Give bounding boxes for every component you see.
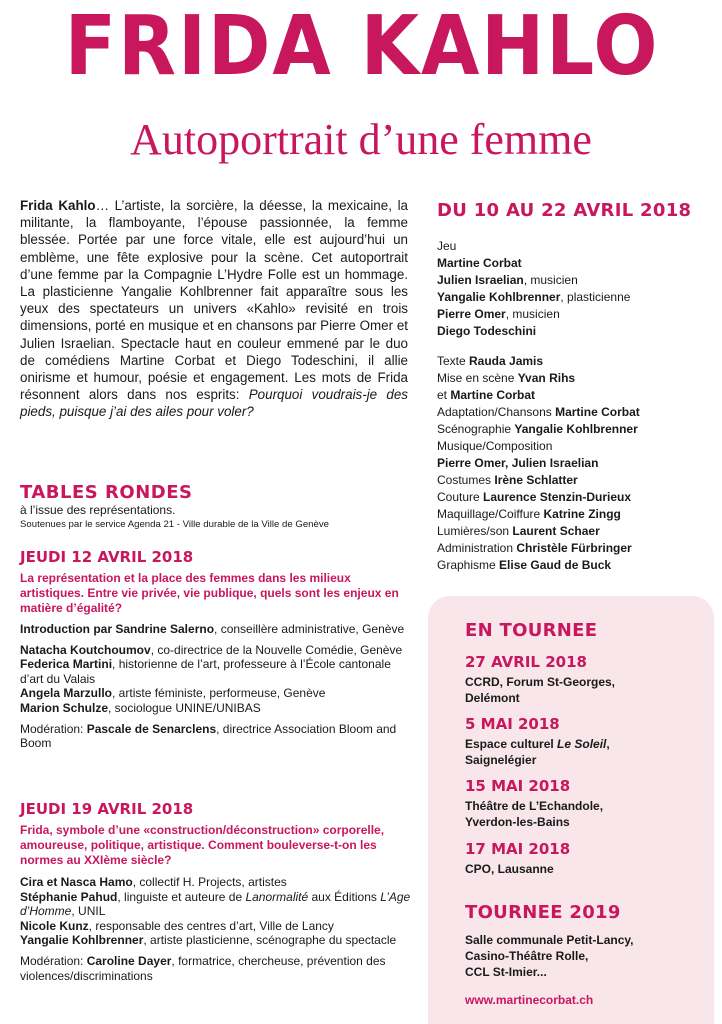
crew-item: Scénographie Yangalie Kohlbrenner xyxy=(437,422,638,436)
cast-item: Yangalie Kohlbrenner, plasticienne xyxy=(437,290,631,304)
participant: Stéphanie Pahud, linguiste et auteure de Lanormalité aux Éditions L’Age d’Homme, UNIL xyxy=(20,889,411,919)
tour-stop-place: Théâtre de L’Echandole, Yverdon-les-Bains xyxy=(465,799,604,829)
tour-heading: EN TOURNEE xyxy=(465,620,598,641)
tables-rondes-subtitle: à l’issue des représentations. xyxy=(20,503,176,517)
tour-stop-date: 17 MAI 2018 xyxy=(465,840,571,858)
crew-item: Mise en scène Yvan Rihs xyxy=(437,371,576,385)
participant: Marion Schulze, sociologue UNINE/UNIBAS xyxy=(20,700,261,715)
crew-item: Texte Rauda Jamis xyxy=(437,354,544,368)
credits-list xyxy=(437,238,707,574)
cast-item: Pierre Omer, musicien xyxy=(437,307,560,321)
crew-item: Costumes Irène Schlatter xyxy=(437,473,578,487)
tour-2019-venues: Salle communale Petit-Lancy, Casino-Théâtre Rolle, CCL St-Imier... xyxy=(465,933,634,979)
crew-item: Lumières/son Laurent Schaer xyxy=(437,524,600,538)
day2-participants xyxy=(20,875,415,983)
day1-question: La représentation et la place des femmes dans les milieux artistiques. Entre vie privée, vie publique, quels sont les enjeux en matière d’égalité? xyxy=(20,571,399,615)
participant: Natacha Koutchoumov, co-directrice de la Nouvelle Comédie, Genève xyxy=(20,642,403,657)
day1-date: JEUDI 12 AVRIL 2018 xyxy=(20,548,194,566)
participant: Federica Martini, historienne de l’art, professeure à l’École cantonale d’art du Valais xyxy=(20,657,391,686)
participant: Nicole Kunz, responsable des centres d’art, Ville de Lancy xyxy=(20,918,334,933)
website-link[interactable]: www.martinecorbat.ch xyxy=(465,993,594,1007)
participant: Angela Marzullo, artiste féministe, performeuse, Genève xyxy=(20,686,326,701)
moderation: Modération: Caroline Dayer, formatrice, chercheuse, prévention des violences/discriminations xyxy=(20,953,386,983)
crew-item: Administration Christèle Fürbringer xyxy=(437,541,632,555)
tour-stop-date: 15 MAI 2018 xyxy=(465,777,571,795)
cast-item: Diego Todeschini xyxy=(437,324,537,338)
participant: Cira et Nasca Hamo, collectif H. Projects, artistes xyxy=(20,875,287,889)
tables-rondes-heading: TABLES RONDES xyxy=(20,482,193,503)
crew-item: Pierre Omer, Julien Israelian xyxy=(437,456,599,470)
intro-text: … L’artiste, la sorcière, la déesse, la mexicaine, la militante, la flamboyante, l’épouse passionnée, la femme blessée. Portée par une force vitale, elle est aujourd’hui un emblème, une fête explosive pour la scène. Cet autoportrait d’une femme par la Compagnie L’Hydre Folle est un hommage. La plasticienne Yangalie Kohlbrenner fait apparaître sous les yeux des spectateurs un univers «Kahlo» revisité en trois dimensions, porté en musique et en chansons par Pierre Omer et Julien Israelian. Spectacle haut en couleur emmené par le duo de comédiens Martine Corbat et Diego Todeschini, il allie onirisme et humour, poésie et engagement. Les mots de Frida résonnent alors dans nos esprits: xyxy=(20,198,408,403)
performance-dates: DU 10 AU 22 AVRIL 2018 xyxy=(437,200,692,221)
crew-item: Graphisme Elise Gaud de Buck xyxy=(437,558,612,572)
cast-item: Julien Israelian, musicien xyxy=(437,273,578,287)
crew-item: et Martine Corbat xyxy=(437,388,536,402)
crew-item: Musique/Composition xyxy=(437,439,553,453)
tour-stop-place: CCRD, Forum St-Georges, Delémont xyxy=(465,675,616,705)
page-title: FRIDA KAHLO xyxy=(64,0,660,94)
cast-label: Jeu xyxy=(437,239,457,253)
participant: Yangalie Kohlbrenner, artiste plasticienne, scénographe du spectacle xyxy=(20,933,397,948)
tour-2019-heading: TOURNEE 2019 xyxy=(465,902,621,923)
moderation: Modération: Pascale de Senarclens, directrice Association Bloom and Boom xyxy=(20,721,397,751)
tour-stop-date: 27 AVRIL 2018 xyxy=(465,653,587,671)
participant: Introduction par Sandrine Salerno, conseillère administrative, Genève xyxy=(20,622,405,636)
crew-item: Adaptation/Chansons Martine Corbat xyxy=(437,405,640,419)
intro-quote: Pourquoi voudrais-je des pieds, puisque j’ai des ailes pour voler? xyxy=(20,387,408,420)
day1-participants xyxy=(20,622,415,751)
intro-name: Frida Kahlo xyxy=(20,198,96,213)
page-subtitle: Autoportrait d’une femme xyxy=(130,115,592,164)
crew-item: Couture Laurence Stenzin-Durieux xyxy=(437,490,632,504)
tour-stop-date: 5 MAI 2018 xyxy=(465,715,560,733)
tour-stop-place: Espace culturel Le Soleil, Saignelégier xyxy=(465,737,610,767)
tour-stop-place: CPO, Lausanne xyxy=(465,862,554,876)
tables-rondes-sponsor: Soutenues par le service Agenda 21 - Ville durable de la Ville de Genève xyxy=(20,519,329,530)
day2-date: JEUDI 19 AVRIL 2018 xyxy=(20,800,194,818)
cast-item: Martine Corbat xyxy=(437,256,522,270)
intro-paragraph xyxy=(20,197,408,421)
crew-item: Maquillage/Coiffure Katrine Zingg xyxy=(437,507,621,521)
day2-question: Frida, symbole d’une «construction/déconstruction» corporelle, amoureuse, politique, artistique. Comment bouleverse-t-on les normes au XXIème siècle? xyxy=(20,823,385,867)
